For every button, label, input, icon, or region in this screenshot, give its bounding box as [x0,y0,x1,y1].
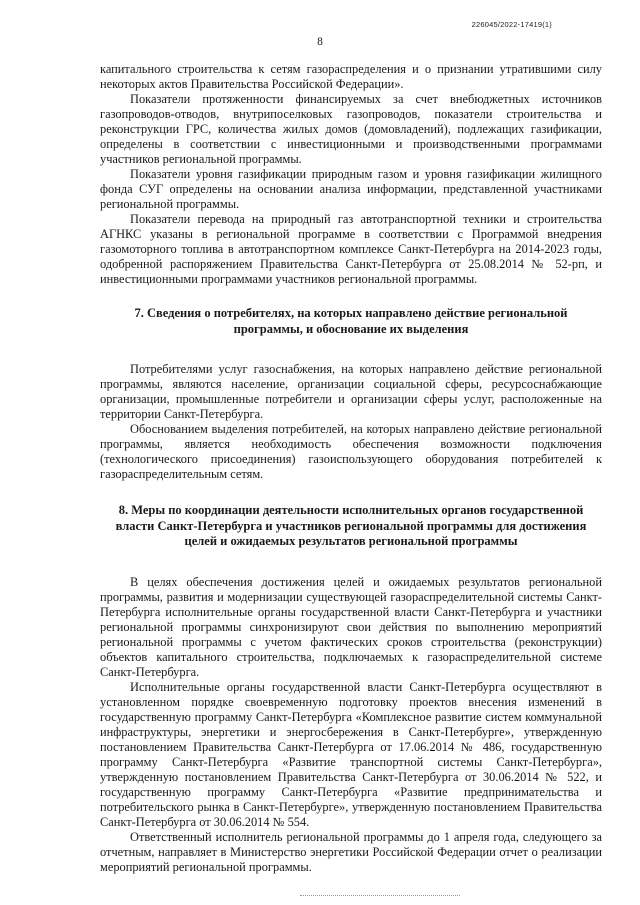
page-body [100,62,602,875]
section-7-paragraph-justification: Обоснованием выделения потребителей, на которых направлено действие региональной программы, является необходимость обеспечения возможности подключения (технологического присоединения) газоиспользующего оборудования потребителей к газораспределительным сетям. [100,422,602,481]
document-id: 226045/2022-17419(1) [471,20,552,29]
paragraph-vehicle-transfer: Показатели перевода на природный газ автотранспортной техники и строительства АГНКС указаны в региональной программе в соответствии с Программой внедрения газомоторного топлива в автотранспортном комплексе Санкт-Петербурга на 2014-2023 годы, одобренной распоряжением Правительства Санкт-Петербурга от 25.08.2014 № 52-рп, и инвестиционными программами участников региональной программы. [100,212,602,286]
section-8-paragraph-executive-bodies: Исполнительные органы государственной власти Санкт-Петербурга осуществляют в установленном порядке своевременную подготовку проектов внесения изменений в государственную программу Санкт-Петербурга «Комплексное развитие систем коммунальной инфраструктуры, энергетики и энергосбережения в Санкт-Петербурге», утвержденную постановлением Правительства Санкт-Петербурга от 17.06.2014 № 486, государственную программу Санкт-Петербурга «Развитие транспортной системы Санкт-Петербурга», утвержденную постановлением Правительства Санкт-Петербурга от 30.06.2014 № 522, и государственную программу Санкт-Петербурга «Развитие предпринимательства и потребительского рынка в Санкт-Петербурге», утвержденную постановлением Правительства Санкт-Петербурга от 30.06.2014 № 554. [100,679,602,829]
paragraph-gasification-level: Показатели уровня газификации природным газом и уровня газификации жилищного фонда СУГ определены на основании анализа информации, представленной участниками региональной программы. [100,167,602,211]
section-7-paragraph-consumers: Потребителями услуг газоснабжения, на которых направлено действие региональной программы, являются население, организации социальной сферы, ресурсоснабжающие организации, промышленные потребители и организации сферы услуг, расположенные на территории Санкт-Петербурга. [100,362,602,421]
section-8-paragraph-goals: В целях обеспечения достижения целей и ожидаемых результатов региональной программы, развития и модернизации существующей газораспределительной системы Санкт-Петербурга исполнительные органы государственной власти Санкт-Петербурга и участники региональной программы синхронизируют свои действия по выполнению мероприятий региональной программы с учетом фактических сроков строительства (реконструкции) объектов капитального строительства, подключаемых к газораспределительной системе Санкт-Петербурга. [100,574,602,679]
paragraph-continuation: капитального строительства к сетям газораспределения и о признании утратившими силу некоторых актов Правительства Российской Федерации». [100,62,602,91]
footer-divider [300,895,460,898]
section-8-paragraph-report: Ответственный исполнитель региональной программы до 1 апреля года, следующего за отчетным, направляет в Министерство энергетики Российской Федерации отчет о реализации мероприятий региональной программы. [100,829,602,874]
section-8-heading: 8. Меры по координации деятельности исполнительных органов государственной власти Санкт-Петербурга и участников региональной программы для достижения целей и ожидаемых результатов региональной программы [115,503,587,548]
page-number: 8 [317,36,323,48]
section-7-heading: 7. Сведения о потребителях, на которых направлено действие региональной программы, и обоснование их выделения [134,306,568,336]
paragraph-pipeline-indicators: Показатели протяженности финансируемых за счет внебюджетных источников газопроводов-отводов, внутрипоселковых газопроводов, показатели строительства и реконструкции ГРС, количества жилых домов (домовладений), подлежащих газификации, определены в соответствии с инвестиционными и производственными программами участников региональной программы. [100,92,602,166]
